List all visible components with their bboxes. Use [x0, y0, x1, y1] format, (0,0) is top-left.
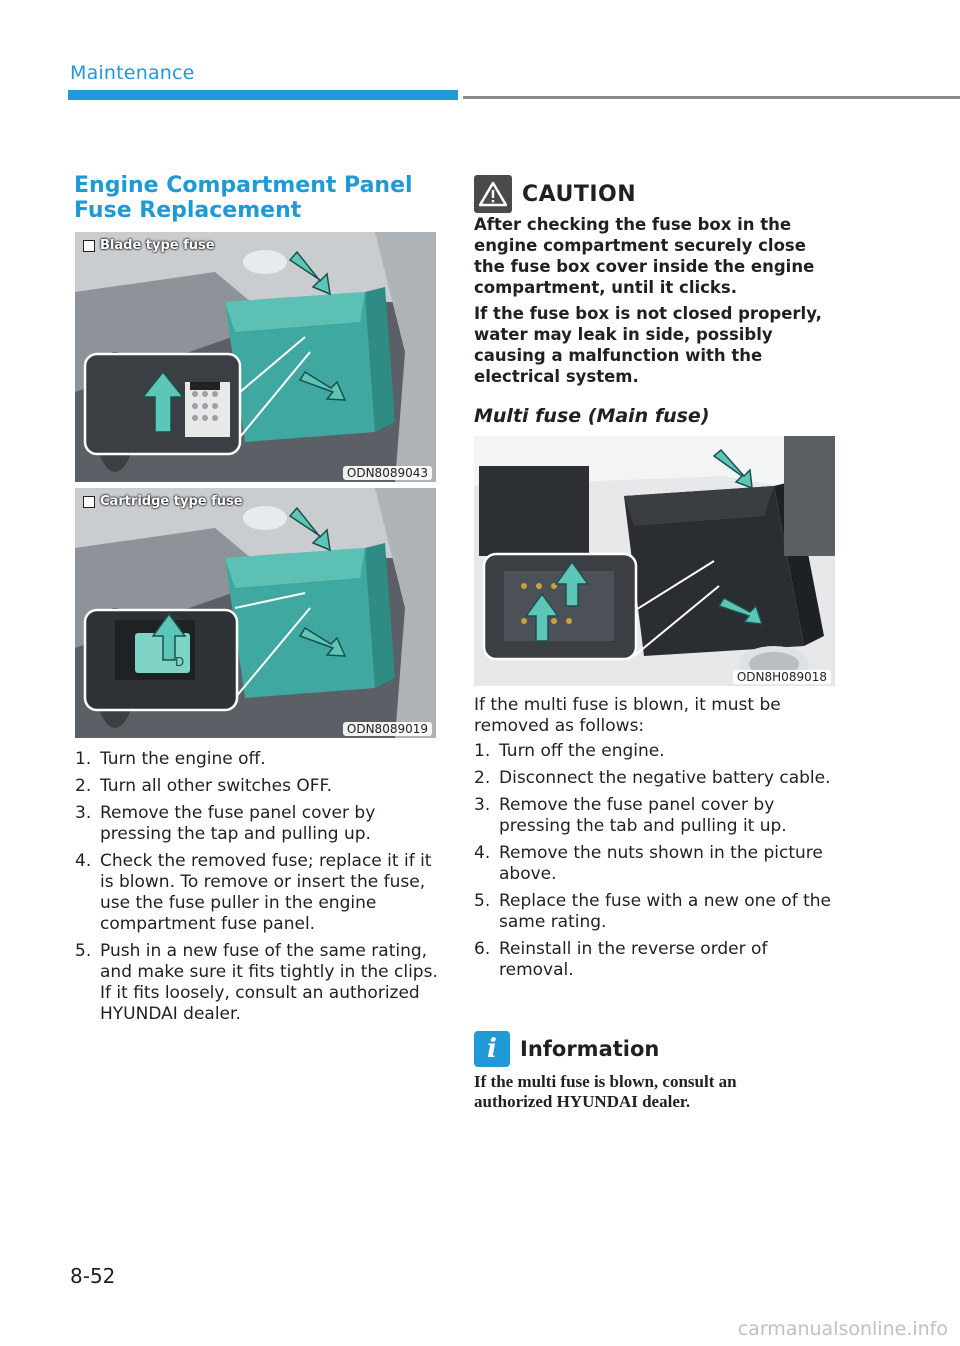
list-item: 6. Reinstall in the reverse order of removal. — [474, 939, 768, 980]
info-icon: i — [474, 1031, 510, 1067]
multi-fuse-heading: Multi fuse (Main fuse) — [474, 405, 710, 427]
multi-fuse-figure — [474, 436, 835, 686]
information-heading — [474, 1031, 659, 1067]
header-rule — [463, 96, 960, 99]
list-item: 1. Turn the engine off. — [75, 749, 266, 769]
label-box-icon — [83, 496, 95, 508]
blade-fuse-illustration — [75, 232, 436, 482]
cartridge-fuse-figure — [75, 488, 436, 738]
multi-fuse-intro: If the multi fuse is blown, it must be removed as follows: — [474, 695, 781, 736]
information-title: Information — [520, 1037, 660, 1061]
information-text: If the multi fuse is blown, consult an authorized HYUNDAI dealer. — [474, 1072, 737, 1111]
section-title: Engine Compartment Panel Fuse Replacement — [74, 173, 413, 223]
caution-heading — [474, 175, 636, 213]
svg-text:D: D — [175, 655, 185, 669]
multi-fuse-illustration — [474, 436, 835, 686]
list-item: 3. Remove the fuse panel cover by pressing the tap and pulling up. — [75, 803, 376, 844]
list-item: 2. Disconnect the negative battery cable. — [474, 768, 831, 788]
figure-code: ODN8089043 — [343, 466, 432, 480]
list-item: 4. Remove the nuts shown in the picture above. — [474, 843, 823, 884]
warning-icon — [474, 175, 512, 213]
fuse-replacement-steps — [75, 749, 440, 1031]
header-rule-accent — [68, 90, 458, 100]
figure-code: ODN8089019 — [343, 722, 432, 736]
list-item: 4. Check the removed fuse; replace it if it is blown. To remove or insert the fuse, use the fuse puller in the engine compartment fuse panel. — [75, 851, 432, 934]
multi-fuse-steps — [474, 741, 836, 987]
label-box-icon — [83, 240, 95, 252]
figure-code: ODN8H089018 — [733, 670, 831, 684]
caution-title: CAUTION — [522, 181, 637, 207]
list-item: 5. Replace the fuse with a new one of the same rating. — [474, 891, 831, 932]
list-item: 5. Push in a new fuse of the same rating, and make sure it fits tightly in the clips. If it fits loosely, consult an authorized HYUNDAI dealer. — [75, 941, 438, 1024]
figure-label: Cartridge type fuse — [83, 494, 243, 509]
blade-fuse-figure — [75, 232, 436, 482]
caution-paragraph: After checking the fuse box in the engine compartment securely close the fuse box cover inside the engine compartment, until it clicks. — [474, 215, 815, 297]
list-item: 2. Turn all other switches OFF. — [75, 776, 333, 796]
list-item: 1. Turn off the engine. — [474, 741, 665, 761]
cartridge-fuse-illustration — [75, 488, 436, 738]
figure-label: Blade type fuse — [83, 238, 215, 253]
page-number: 8-52 — [70, 1264, 116, 1288]
section-header: Maintenance — [70, 62, 195, 84]
caution-paragraph: If the fuse box is not closed properly, water may leak in side, possibly causing a malfunction with the electrical system. — [474, 304, 822, 386]
watermark: carmanualsonline.info — [737, 1318, 948, 1340]
list-item: 3. Remove the fuse panel cover by pressing the tab and pulling it up. — [474, 795, 787, 836]
